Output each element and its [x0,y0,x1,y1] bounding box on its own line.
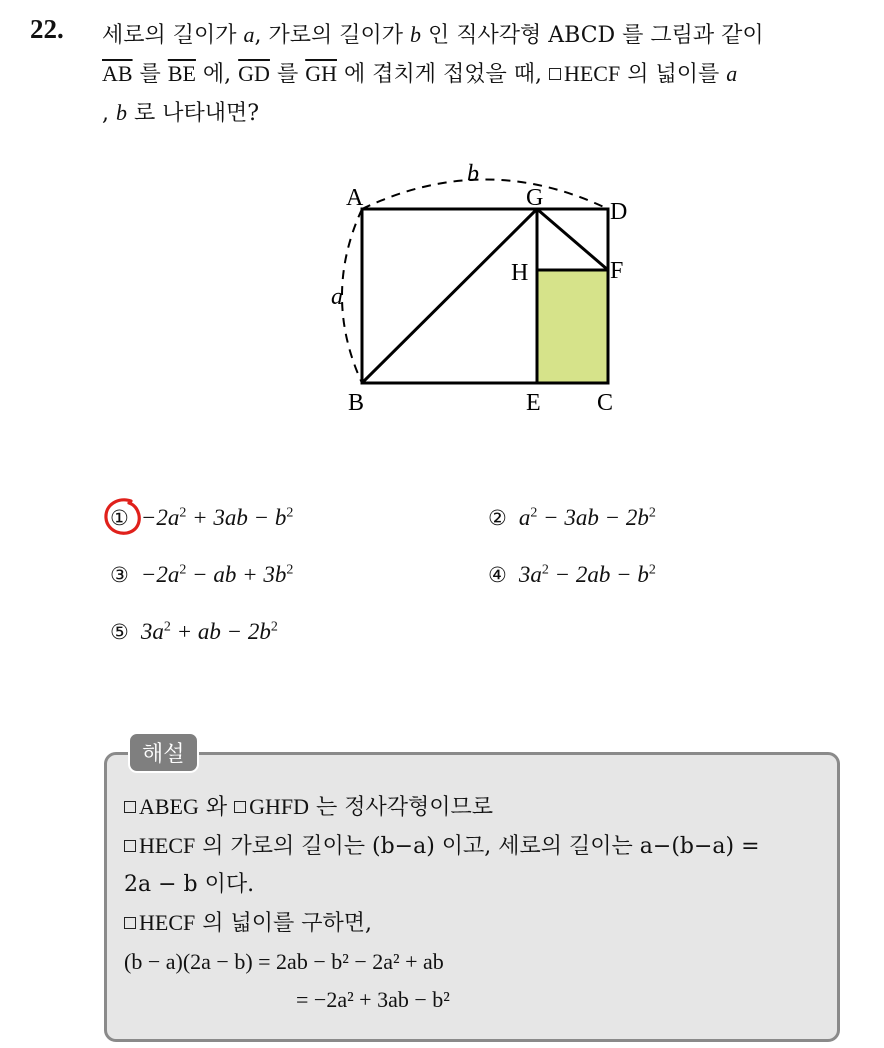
solution-line-5: (b − a)(2a − b) = 2ab − b² − 2a² + ab [124,949,444,974]
dashed-arc-b [362,180,608,210]
choice-3[interactable]: ③ $-2a^2$ − ab + $3b^2$ [110,562,294,587]
label-c-point: C [597,390,614,416]
label-h-point: H [511,260,529,286]
solution-tag: 해설 [128,732,199,773]
solution-line-3: 2a − b 이다. [124,872,255,897]
solution-line-2: HECF 의 가로의 길이는 (b−a) 이고, 세로의 길이는 a−(b−a) = [124,827,834,866]
label-g-point: G [526,185,544,211]
segment-ab: $\overline{AB}$ [102,61,133,86]
solution-line-4: HECF 의 넓이를 구하면, [124,904,834,943]
solution-text [124,788,834,1019]
square-symbol-icon [124,917,136,929]
solution-line-6: = −2a² + 3ab − b² [296,987,450,1012]
label-side-a: a [331,284,343,310]
choice-5[interactable]: ⑤ $3a^2$ + ab − $2b^2$ [110,619,278,644]
label-a-point: A [346,185,364,211]
segment-gf [537,209,608,270]
square-symbol-icon [234,801,246,813]
segment-be: $\overline{BE}$ [167,61,196,86]
label-e-point: E [526,390,541,416]
question-number: 22. [30,14,64,44]
label-f-point: F [610,258,624,284]
question-line-1: 세로의 길이가 a, 가로의 길이가 b 인 직사각형 ABCD 를 그림과 같이 [102,22,764,48]
question-line-3: , b 로 나타내면? [102,100,260,126]
solution-line-1: ABEG 와 GHFD 는 정사각형이므로 [124,788,834,827]
square-symbol-icon [124,801,136,813]
label-b-point: B [348,390,365,416]
choice-2[interactable]: ② $a^2 - 3ab - 2b^2$ [488,505,656,530]
choice-4[interactable]: ④ $3a^2 - 2ab - b^2$ [488,562,656,587]
dashed-arc-a [342,209,362,383]
question-line-2: $\overline{AB}$ 를 $\overline{BE}$ 에, $\overline{GD}$ 를 $\overline{GH}$ 에 겹치게 접었을 때, HECF 의 넓이를 a [102,61,738,87]
square-symbol-icon [124,840,136,852]
segment-gh: $\overline{GH}$ [305,61,337,86]
segment-bg [362,209,537,383]
shaded-rectangle-hecf [537,270,608,383]
label-side-b: b [467,161,479,187]
segment-gd: $\overline{GD}$ [238,61,270,86]
label-d-point: D [610,199,628,225]
choice-1[interactable]: ① $-2a^2 + 3ab - b^2$ [110,505,294,530]
